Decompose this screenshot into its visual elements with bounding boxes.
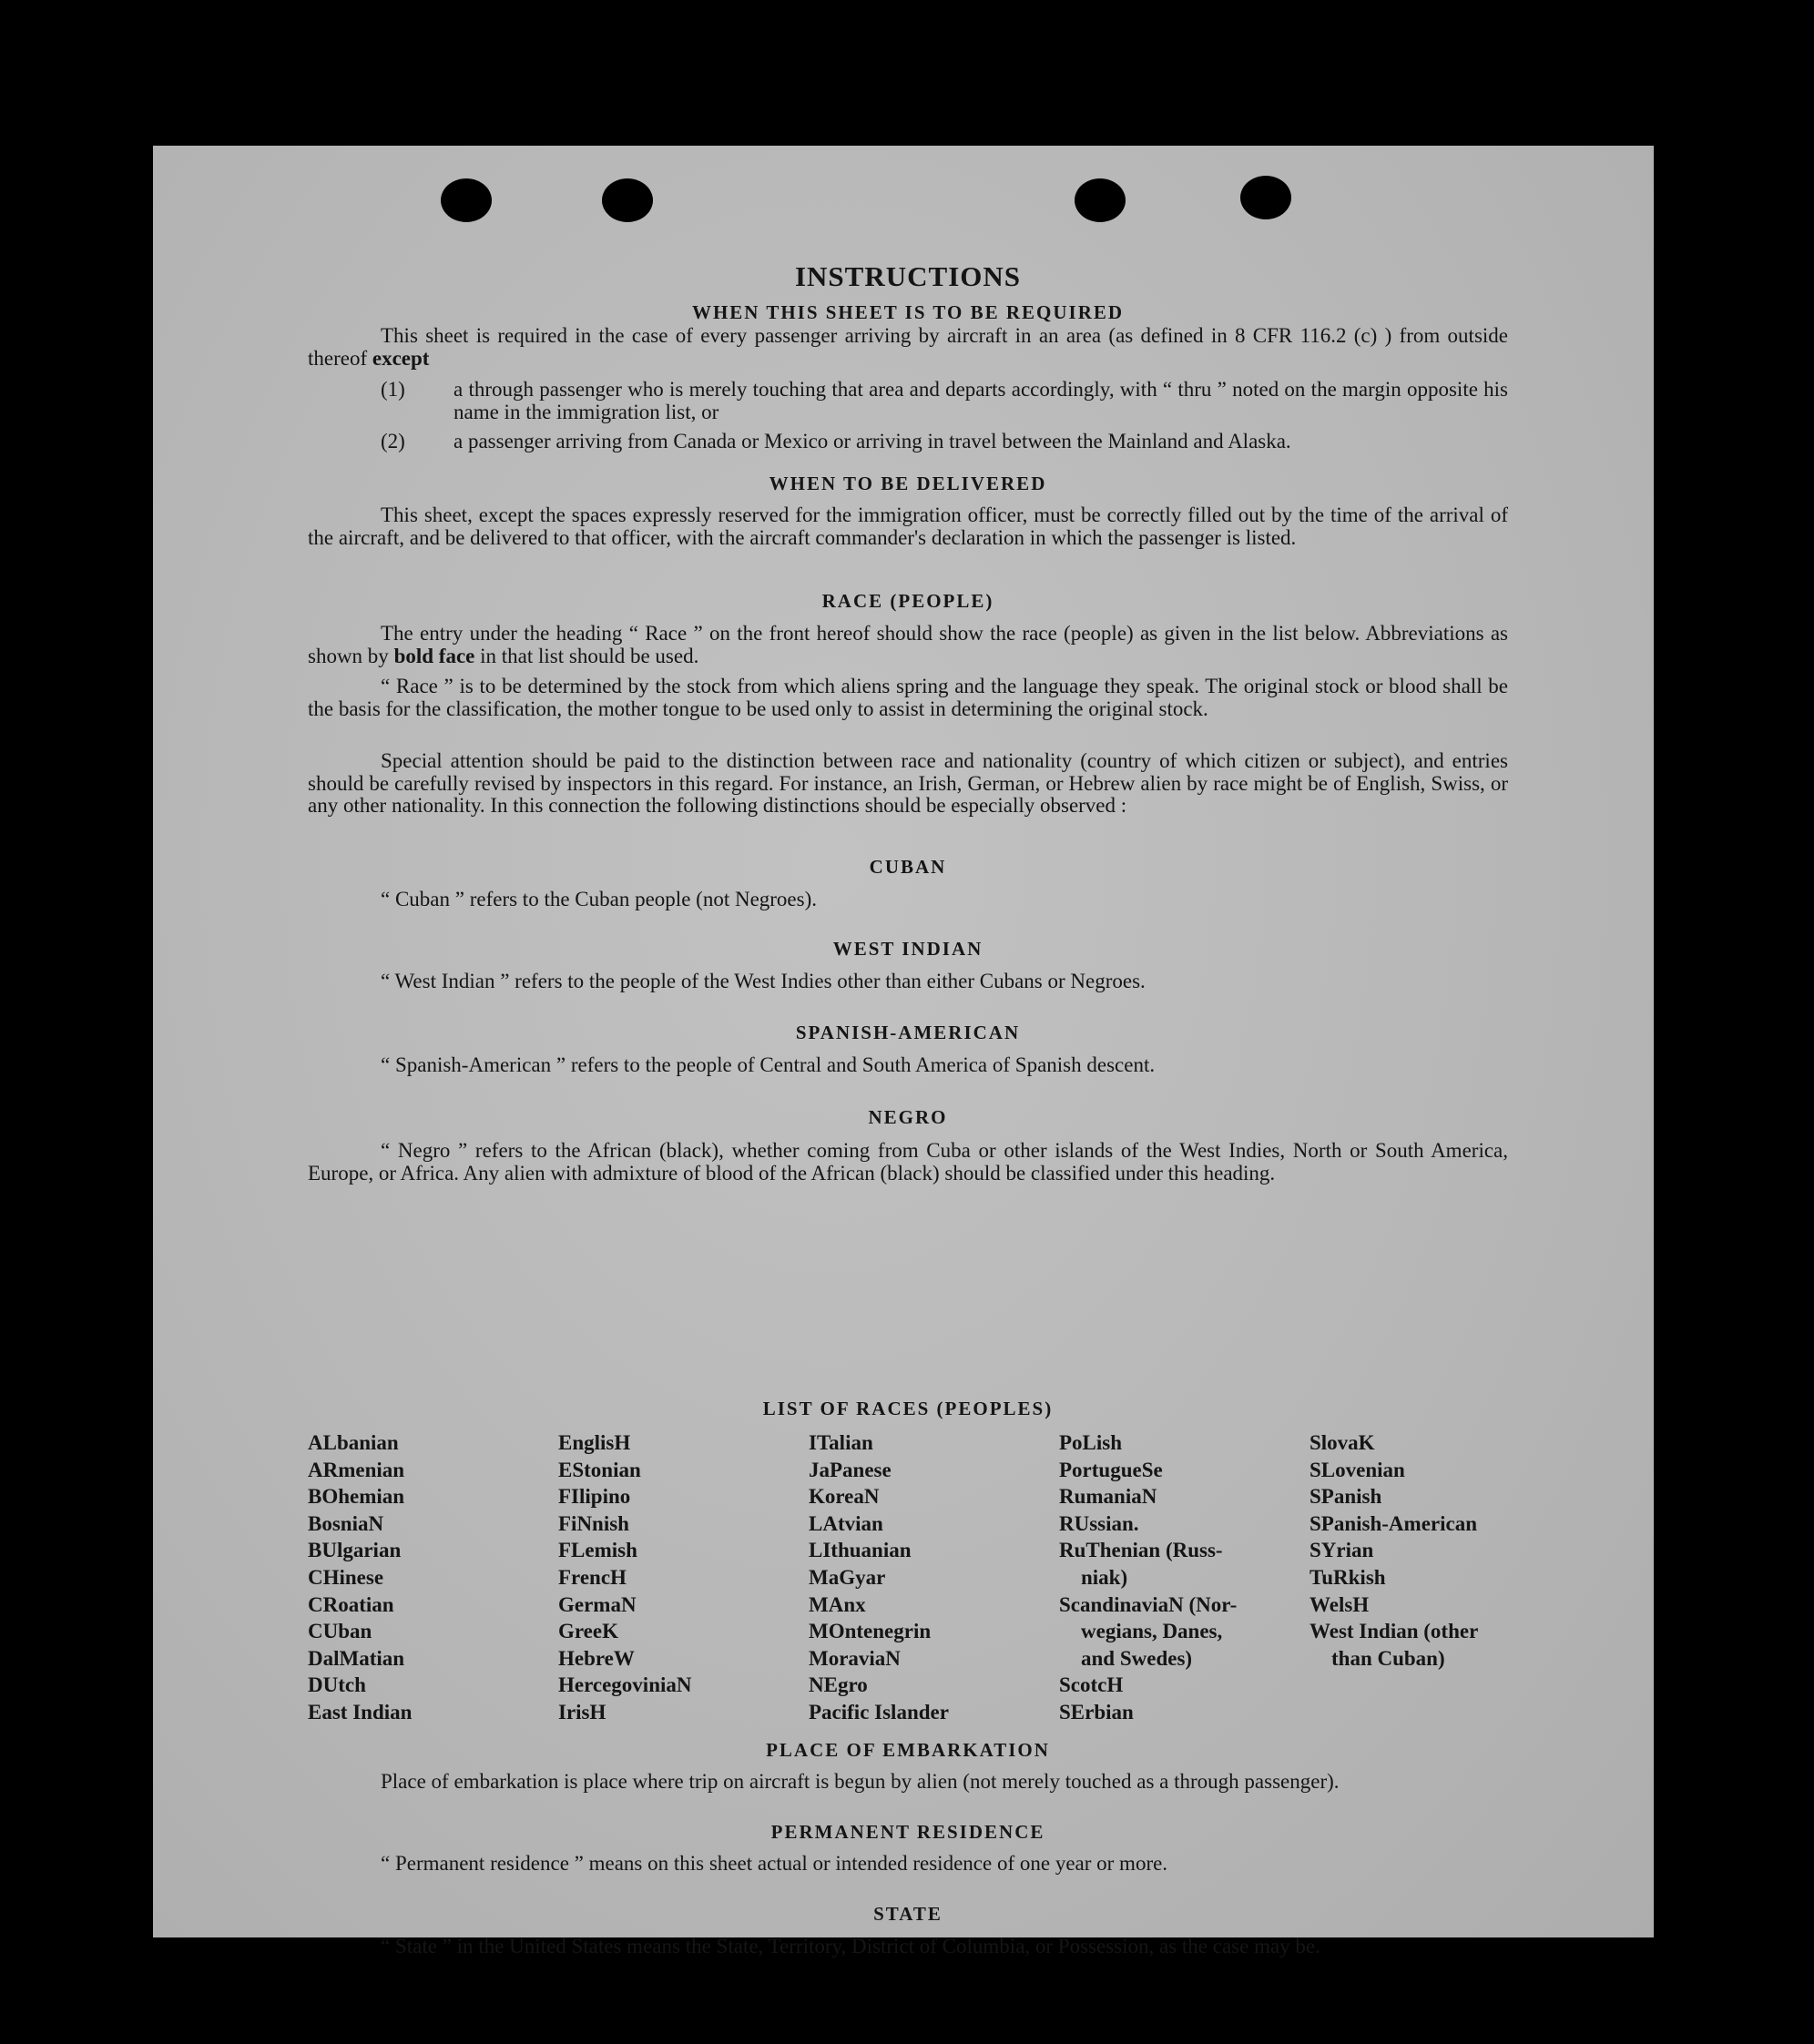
heading-spanish-american: SPANISH-AMERICAN [795, 1022, 1021, 1043]
heading-when-required: WHEN THIS SHEET IS TO BE REQUIRED [691, 301, 1125, 323]
residence-text: “ Permanent residence ” means on this sheet actual or intended residence of one year or more. [381, 1852, 1168, 1875]
race-item: BosniaN [308, 1511, 384, 1535]
punch-hole [1075, 178, 1126, 222]
race-item: SlovaK [1310, 1431, 1375, 1454]
race-column-2 [558, 1429, 692, 1726]
race-item: MaGyar [809, 1565, 886, 1589]
race-item: PortugueSe [1059, 1458, 1163, 1481]
heading-residence: PERMANENT RESIDENCE [770, 1821, 1045, 1843]
punch-hole [1240, 176, 1291, 219]
race-item: ALbanian [308, 1431, 399, 1454]
race-column-5 [1310, 1429, 1478, 1672]
race-item: HebreW [558, 1646, 635, 1670]
race-column-3 [809, 1429, 949, 1726]
race-item: SErbian [1059, 1700, 1134, 1724]
race-column-1 [308, 1429, 412, 1726]
state-text: “ State ” in the United States means the State, Territory, District of Columbia, or Possession, as the case may be. [381, 1935, 1320, 1958]
race-item: ScandinaviaN (Nor- [1059, 1592, 1238, 1616]
heading-when-delivered: WHEN TO BE DELIVERED [769, 473, 1047, 494]
race-item: BUlgarian [308, 1539, 402, 1562]
race-item: West Indian (other [1310, 1620, 1479, 1643]
race-item: FLemish [558, 1539, 637, 1562]
race-item: BOhemian [308, 1485, 405, 1509]
race-item: SPanish-American [1310, 1511, 1477, 1535]
race-item: CHinese [308, 1565, 384, 1589]
race-item: MOntenegrin [809, 1620, 932, 1643]
race-item: FrencH [558, 1565, 627, 1589]
document-sheet [153, 146, 1654, 1958]
heading-list-of-races: LIST OF RACES (PEOPLES) [762, 1398, 1054, 1419]
race-item: East Indian [308, 1700, 413, 1724]
race-item: LIthuanian [809, 1539, 912, 1562]
race-item: GermaN [558, 1592, 637, 1616]
exception-item-2: (2) a passenger arriving from Canada or Mexico or arriving in travel between the Mainland and Alaska. [381, 430, 1291, 453]
embarkation-text: Place of embarkation is place where trip on aircraft is begun by alien (not merely touched as a through passenger). [381, 1770, 1340, 1793]
race-item: DUtch [308, 1673, 366, 1697]
punch-hole [441, 178, 492, 222]
cuban-text: “ Cuban ” refers to the Cuban people (not Negroes). [381, 888, 818, 910]
when-required-text: This sheet is required in the case of every passenger arriving by aircraft in an area (as defined in 8 CFR 116.2 (c) ) from outside thereof except [308, 324, 1508, 370]
race-item: HercegoviniaN [558, 1673, 692, 1697]
race-item: SYrian [1310, 1539, 1374, 1562]
race-item: TuRkish [1310, 1565, 1386, 1589]
race-item: ScotcH [1059, 1673, 1124, 1697]
west-indian-text: “ West Indian ” refers to the people of the West Indies other than either Cubans or Negroes. [381, 970, 1146, 992]
race-item: EnglisH [558, 1431, 631, 1454]
heading-west-indian: WEST INDIAN [832, 938, 983, 960]
race-item: RUssian. [1059, 1511, 1139, 1535]
race-paragraph-1: The entry under the heading “ Race ” on the front hereof should show the race (people) as given in the list below. Abbreviations as shown by bold face in that list should be used. [308, 622, 1508, 667]
race-item: NEgro [809, 1673, 868, 1697]
heading-state: STATE [873, 1903, 943, 1925]
negro-text: “ Negro ” refers to the African (black), whether coming from Cuba or other islands of the West Indies, North or South America, Europe, or Africa. Any alien with admixture of blood of the African (black) should be classified under this heading. [308, 1139, 1508, 1185]
when-delivered-text: This sheet, except the spaces expressly reserved for the immigration officer, must be correctly filled out by the time of the arrival of the aircraft, and be delivered to that officer, with the aircraft commander's declaration in which the passenger is listed. [308, 503, 1508, 549]
race-item: FiNnish [558, 1511, 629, 1535]
race-item: MAnx [809, 1592, 866, 1616]
race-item: RumaniaN [1059, 1485, 1157, 1509]
race-item: RuThenian (Russ- [1059, 1539, 1223, 1562]
race-item: ITalian [809, 1431, 873, 1454]
race-item: KoreaN [809, 1485, 880, 1509]
race-item: IrisH [558, 1700, 606, 1724]
race-item: SLovenian [1310, 1458, 1405, 1481]
race-item: GreeK [558, 1620, 618, 1643]
race-item: WelsH [1310, 1592, 1370, 1616]
exception-item-1: (1) a through passenger who is merely touching that area and departs accordingly, with “ thru ” noted on the margin opposite his name in the immigration list, or [381, 378, 1508, 423]
race-item: ARmenian [308, 1458, 405, 1481]
race-column-4 [1059, 1429, 1237, 1726]
race-list [308, 1429, 1508, 1730]
race-item: CUban [308, 1620, 372, 1643]
punch-hole [602, 178, 653, 222]
race-item: PoLish [1059, 1431, 1123, 1454]
race-item: Pacific Islander [809, 1700, 949, 1724]
race-item: MoraviaN [809, 1646, 901, 1670]
heading-cuban: CUBAN [869, 856, 947, 878]
race-item: FIlipino [558, 1485, 631, 1509]
heading-negro: NEGRO [868, 1106, 948, 1128]
race-item: LAtvian [809, 1511, 883, 1535]
race-item: JaPanese [809, 1458, 892, 1481]
race-item: and Swedes) [1081, 1646, 1193, 1670]
race-item: EStonian [558, 1458, 641, 1481]
race-item: than Cuban) [1331, 1646, 1445, 1670]
race-paragraph-2: “ Race ” is to be determined by the stock from which aliens spring and the language they speak. The original stock or blood shall be the basis for the classification, the mother tongue to be used only to assist in determining the original stock. [308, 675, 1508, 720]
race-item: CRoatian [308, 1592, 394, 1616]
spanish-american-text: “ Spanish-American ” refers to the people of Central and South America of Spanish descent. [381, 1053, 1156, 1076]
race-item: DalMatian [308, 1646, 405, 1670]
race-item: wegians, Danes, [1081, 1620, 1223, 1643]
race-item: niak) [1081, 1565, 1128, 1589]
heading-embarkation: PLACE OF EMBARKATION [766, 1739, 1050, 1761]
heading-race: RACE (PEOPLE) [821, 590, 994, 612]
page-title: INSTRUCTIONS [794, 260, 1021, 292]
race-item: SPanish [1310, 1485, 1382, 1509]
race-paragraph-3: Special attention should be paid to the distinction between race and nationality (country of which citizen or subject), and entries should be carefully revised by inspectors in this regard. For instance, an Irish, German, or Hebrew alien by race might be of English, Swiss, or any other nationality. In this connection the following distinctions should be especially observed : [308, 749, 1508, 817]
